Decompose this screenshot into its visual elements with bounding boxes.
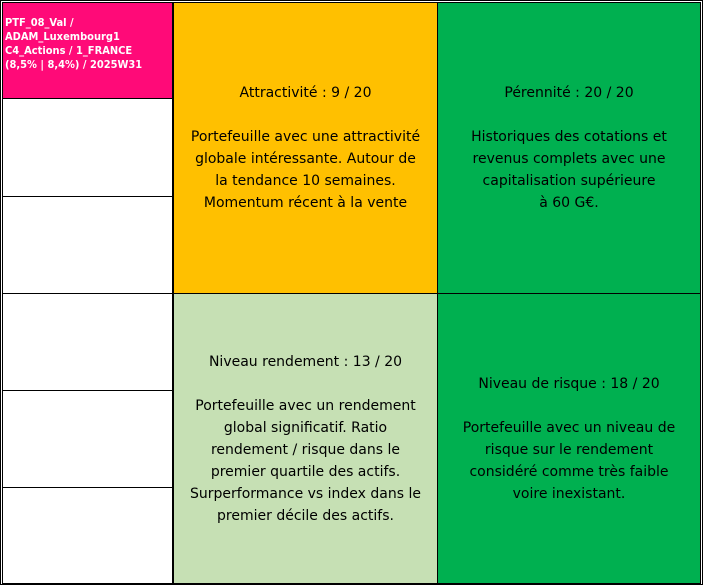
description-line: premier quartile des actifs. [210,463,401,480]
description-line: global significatif. Ratio [223,419,388,436]
title-line: PTF_08_Val / [5,16,74,29]
attractivite-panel [173,2,438,294]
description-line: rendement / risque dans le [210,441,400,458]
empty-cell [2,390,173,488]
perennite-panel [437,2,701,294]
attractivite-description [191,126,420,214]
description-line: Momentum récent à la vente [203,195,408,211]
description-line: Portefeuille avec un niveau de [462,419,676,436]
rendement-description [190,395,421,527]
description-line: à 60 G€. [539,195,599,211]
description-line: Portefeuille avec une attractivité [190,129,421,145]
title-line: (8,5% | 8,4%) / 2025W31 [5,58,143,71]
empty-cell [2,196,173,294]
description-line: risque sur le rendement [484,441,654,458]
description-line: capitalisation supérieure [482,173,656,189]
empty-cell [2,293,173,391]
perennite-score: Pérennité : 20 / 20 [504,85,634,101]
empty-cell [2,487,173,584]
risque-description [463,417,675,505]
risque-score: Niveau de risque : 18 / 20 [478,375,660,392]
attractivite-score: Attractivité : 9 / 20 [239,85,372,101]
empty-cell [2,98,173,197]
rendement-panel [173,293,438,584]
description-line: Portefeuille avec un rendement [195,397,416,414]
portfolio-title-cell [2,2,173,99]
perennite-description [471,126,667,214]
risque-panel [437,293,701,584]
description-line: voire inexistant. [512,485,626,502]
description-line: globale intéressante. Autour de [195,151,416,167]
description-line: Surperformance vs index dans le [190,485,421,502]
title-line: C4_Actions / 1_FRANCE [5,44,133,57]
description-line: considéré comme très faible [469,463,669,480]
description-line: Historiques des cotations et [471,129,667,145]
rendement-score: Niveau rendement : 13 / 20 [208,353,403,370]
description-line: premier décile des actifs. [217,507,394,524]
description-line: la tendance 10 semaines. [215,173,396,189]
description-line: revenus complets avec une [472,151,666,167]
title-line: ADAM_Luxembourg1 [5,30,120,43]
